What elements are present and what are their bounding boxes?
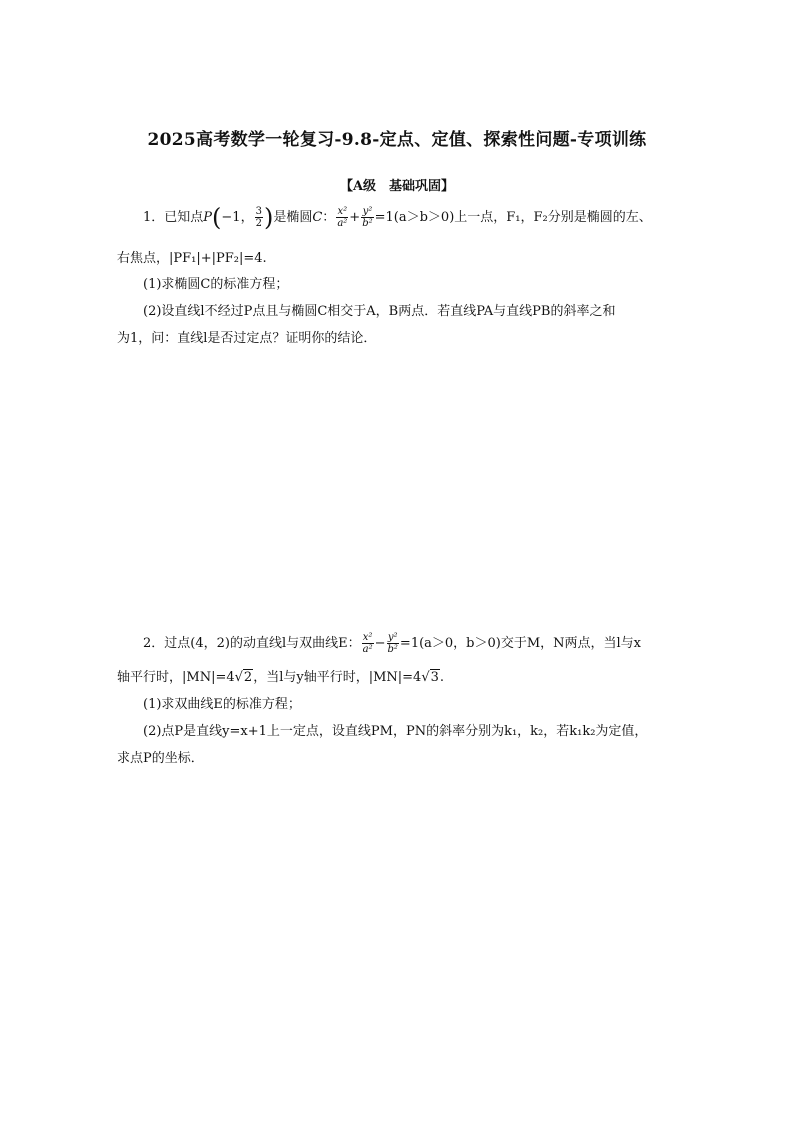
sqrt-radicand: 3 bbox=[430, 670, 439, 685]
frac-num: x² bbox=[362, 632, 373, 643]
q1-part1: (1)求椭圆C的标准方程； bbox=[143, 277, 289, 292]
q2-line2-a: 轴平行时，|MN|=4 bbox=[117, 670, 235, 685]
q1-intro-b: 是椭圆 bbox=[273, 210, 313, 225]
frac-num: y² bbox=[387, 632, 398, 643]
q2-part1: (1)求双曲线E的标准方程； bbox=[143, 697, 301, 712]
sqrt-symbol: √3 bbox=[421, 670, 439, 685]
section-heading: 【A级 基础巩固】 bbox=[339, 179, 455, 194]
q1-point-x: −1， bbox=[221, 210, 254, 225]
right-paren: ) bbox=[263, 203, 274, 232]
q1-intro: 1．已知点 bbox=[143, 210, 204, 225]
q1-part2-line2: 为1，问：直线l是否过定点？证明你的结论． bbox=[117, 331, 377, 346]
q2-line2-c: . bbox=[439, 670, 445, 685]
q2-line2 bbox=[117, 669, 444, 687]
q2-x-fraction bbox=[362, 632, 374, 655]
q1-line1 bbox=[143, 203, 652, 232]
q1-colon: ： bbox=[322, 210, 336, 225]
q1-curve-name: C bbox=[312, 210, 323, 225]
frac-num: y² bbox=[362, 206, 373, 217]
frac-num: 3 bbox=[255, 206, 262, 217]
page-title: 2025高考数学一轮复习-9.8-定点、定值、探索性问题-专项训练 bbox=[147, 130, 647, 150]
sqrt-symbol: √2 bbox=[234, 670, 253, 685]
q1-point-label: P bbox=[203, 210, 213, 225]
q2-part2-line1: (2)点P是直线y=x+1上一定点，设直线PM，PN的斜率分别为k₁，k₂，若k₁k₂为定值， bbox=[143, 724, 648, 739]
q1-x-fraction bbox=[336, 206, 348, 229]
q1-point-y-fraction bbox=[255, 206, 263, 229]
frac-num: x² bbox=[337, 206, 348, 217]
q1-part2-line1: (2)设直线l不经过P点且与椭圆C相交于A，B两点．若直线PA与直线PB的斜率之和 bbox=[143, 304, 616, 319]
q2-y-fraction bbox=[387, 632, 399, 655]
q2-line1 bbox=[143, 632, 641, 655]
q1-y-fraction bbox=[361, 206, 373, 229]
sqrt-radicand: 2 bbox=[243, 670, 253, 685]
q1-plus: + bbox=[349, 210, 361, 225]
frac-den: b² bbox=[362, 218, 373, 229]
q1-condition: =1(a＞b＞0)上一点，F₁，F₂分别是椭圆的左、 bbox=[374, 210, 652, 225]
q2-part2-line2: 求点P的坐标． bbox=[117, 751, 204, 766]
q1-line2: 右焦点，|PF₁|+|PF₂|=4. bbox=[117, 251, 267, 266]
q2-condition: =1(a＞0，b＞0)交于M，N两点，当l与x bbox=[399, 636, 642, 651]
q2-intro: 2．过点(4，2)的动直线l与双曲线E： bbox=[143, 636, 361, 651]
frac-den: 2 bbox=[255, 218, 262, 229]
q2-minus: − bbox=[374, 636, 386, 651]
frac-den: a² bbox=[337, 218, 348, 229]
frac-den: a² bbox=[362, 644, 373, 655]
left-paren: ( bbox=[212, 203, 222, 232]
q2-line2-b: ，当l与y轴平行时，|MN|=4 bbox=[253, 670, 422, 685]
frac-den: b² bbox=[387, 644, 398, 655]
